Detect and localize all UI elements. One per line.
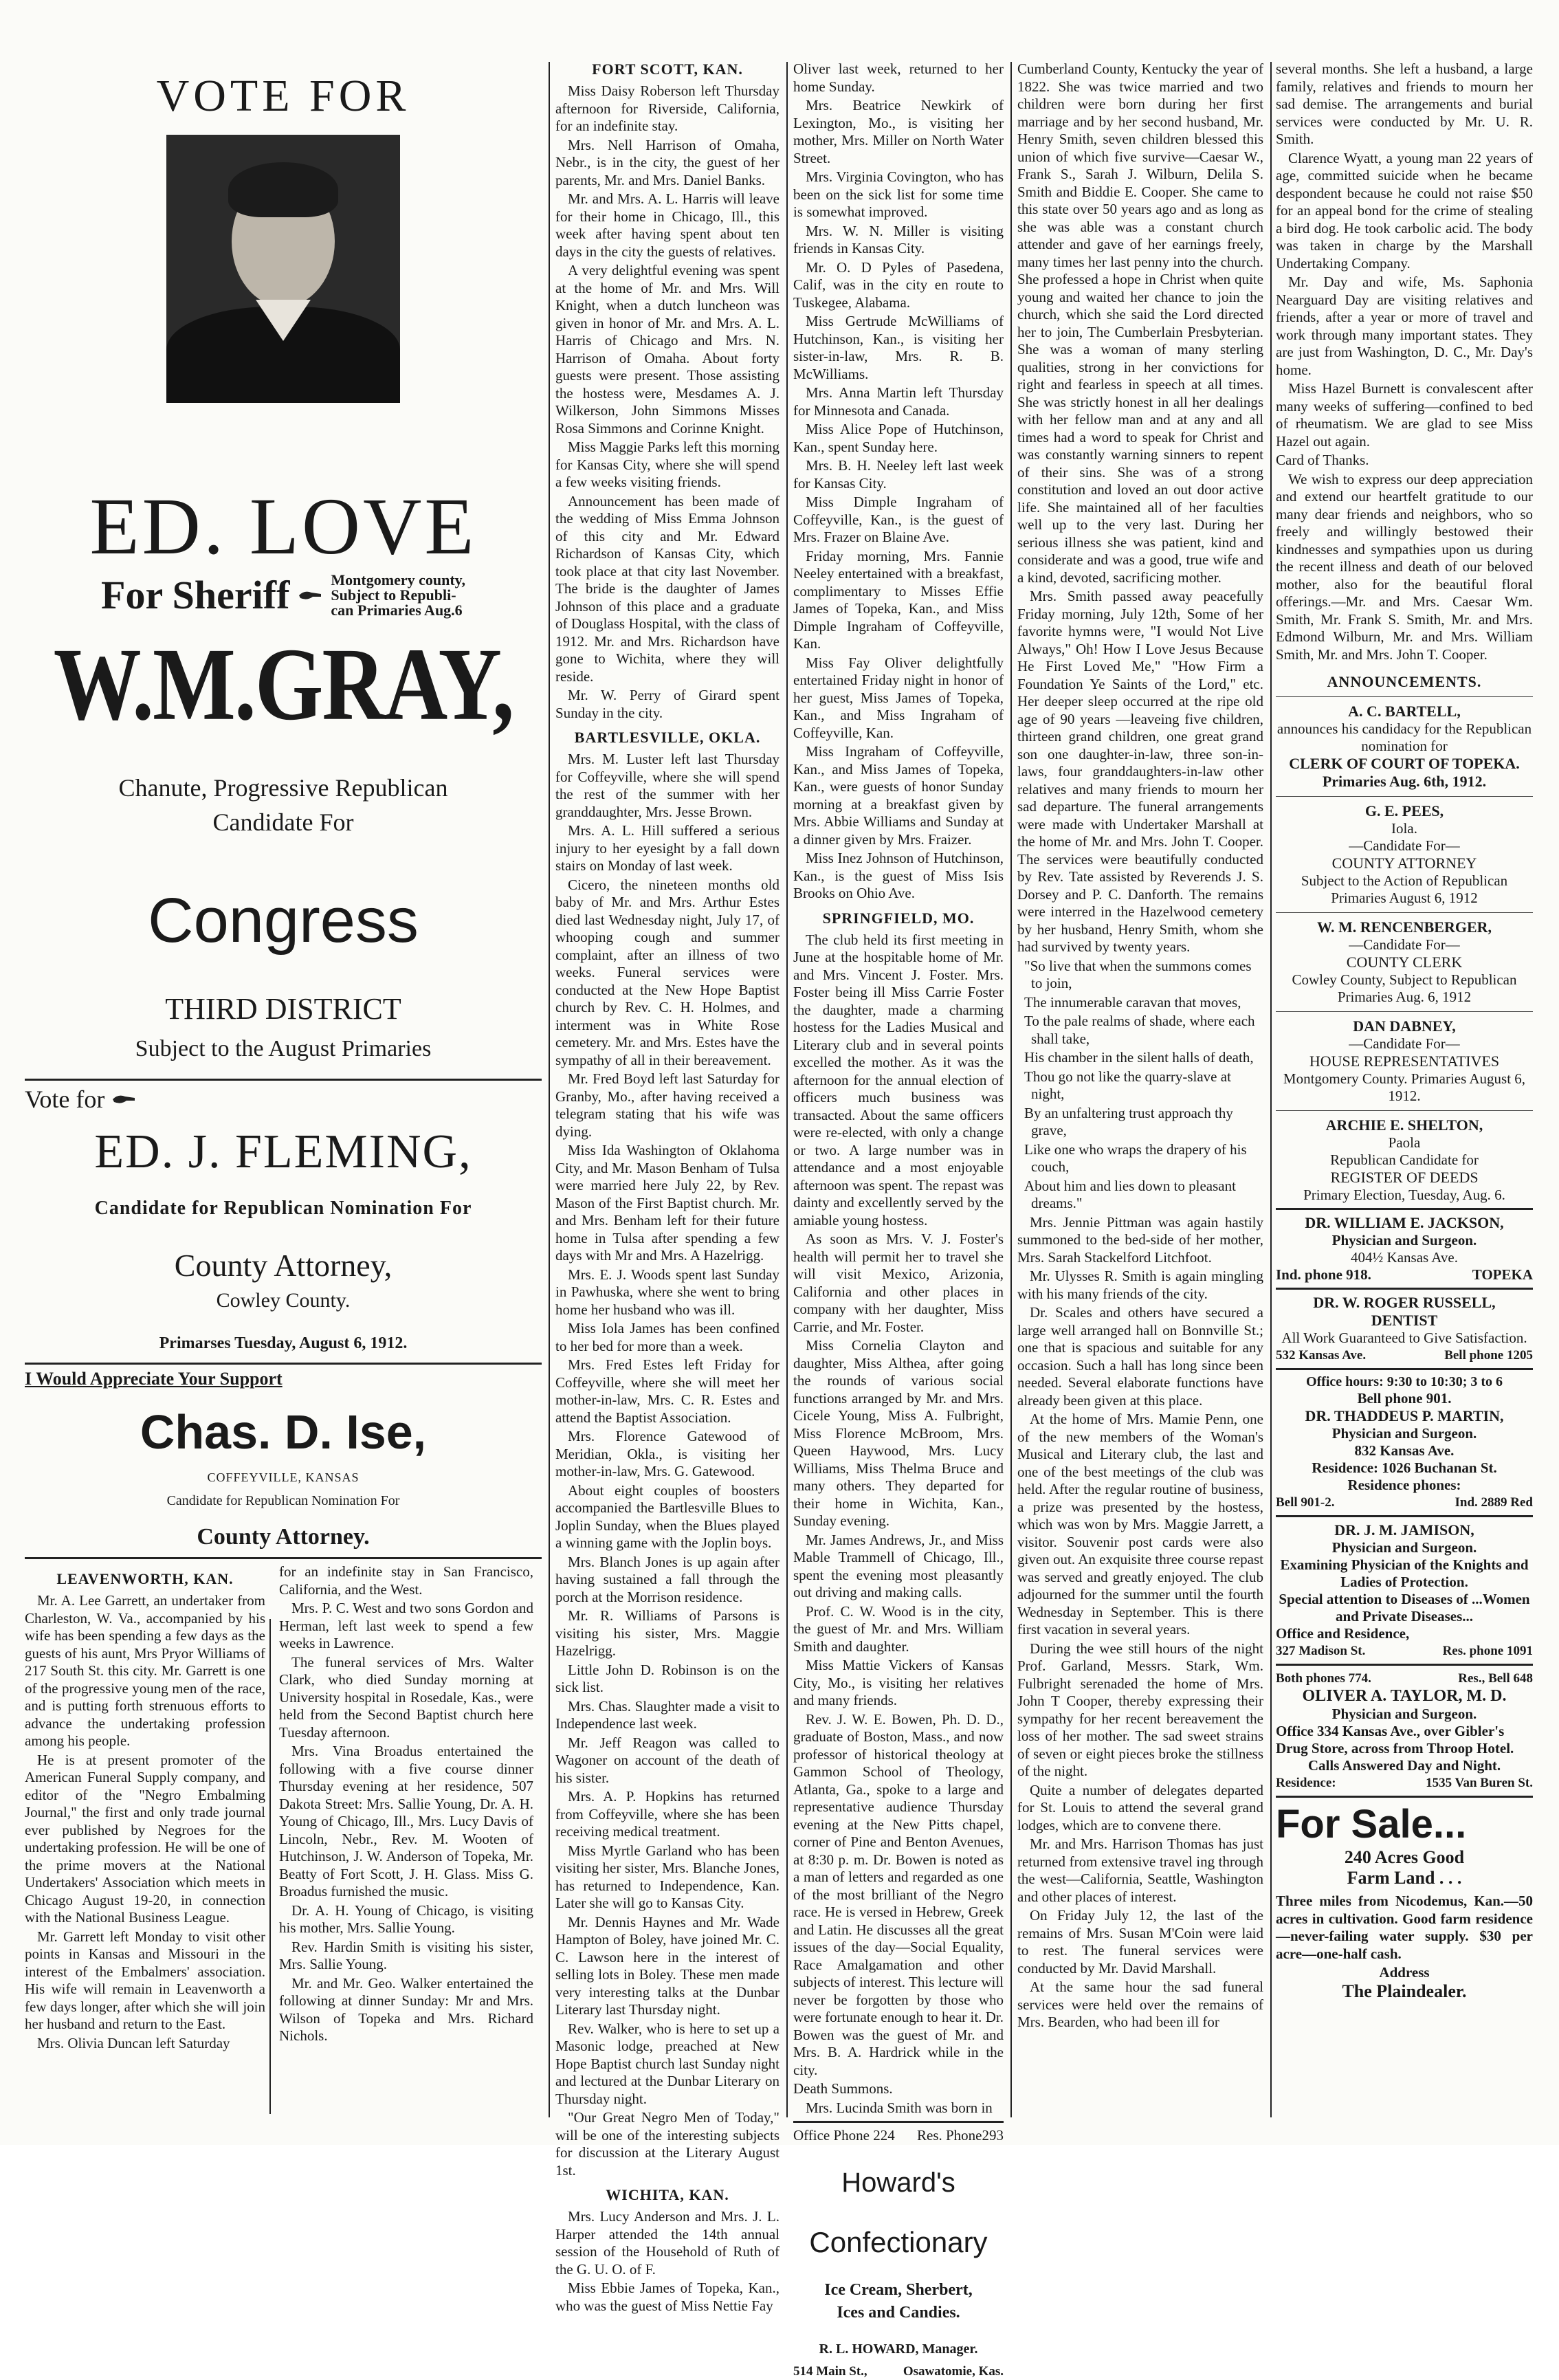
love-name: ED. LOVE <box>89 481 477 571</box>
card-line: Special attention to Diseases of ...Women and Private Diseases... <box>1279 1591 1530 1624</box>
pointing-hand-icon <box>298 588 322 602</box>
divider <box>1276 1208 1533 1210</box>
card-line: Physician and Surgeon. <box>1331 1425 1477 1442</box>
leavenworth-right <box>279 1563 533 2053</box>
gray-desc: Chanute, Progressive Republican <box>118 774 448 802</box>
news-paragraph: Miss Hazel Burnett is convalescent after many weeks of suffering—confined to bed of rheumatism. We are glad to see Miss Hazel out again. <box>1276 380 1533 450</box>
address: 1535 Van Buren St. <box>1426 1776 1533 1790</box>
poem-line: About him and lies down to pleasant dreams." <box>1024 1177 1236 1211</box>
poem-line: The innumerable caravan that moves, <box>1024 993 1241 1011</box>
news-paragraph: Miss Cornelia Clayton and daughter, Miss Althea, after going the rounds of various social functions arranged by Mr. and Mrs. Cicele Young, Miss A. Fulbright, Miss Florence McBroom, Mrs. Queen Haywood, Mrs. Lucy Williams, Miss Thelma Bruce and many others. They departed for their home in Wichita, Kan., Sunday evening. <box>793 1337 1004 1529</box>
news-paragraph: Mr. and Mrs. Harrison Thomas has just returned from extensive travel ing through the west—California, Seattle, Washington and other places of interest. <box>1017 1836 1263 1905</box>
news-paragraph: Mr. Dennis Haynes and Mr. Wade Hampton of Boley, have joined Mr. C. C. Lawson here in the interest of selling lots in Boley. These men made very interesting talks at the Dunbar Literary last Thursday night. <box>555 1913 780 2018</box>
news-paragraph: Mr. W. Perry of Girard spent Sunday in the city. <box>555 687 780 721</box>
news-paragraph: Announcement has been made of the wedding of Miss Emma Johnson of this city and Mr. Edward Richardson of Kansas City, which took place at that city last November. The bride is the daughter of James Johnson of this place and a graduate of Douglass Hospital, with the class of 1912. Mr. and Mrs. Richardson have gone to Wichita, where they will reside. <box>555 492 780 685</box>
wichita-heading: WICHITA, KAN. <box>606 2186 729 2203</box>
news-paragraph: Mrs. Florence Gatewood of Meridian, Okla., is visiting her mother-in-law, Mrs. G. Gatewood. <box>555 1428 780 1479</box>
announcement-rencenberger <box>1276 918 1533 1006</box>
phone: Res. phone 1091 <box>1442 1644 1533 1658</box>
announcement-office: COUNTY ATTORNEY <box>1331 855 1477 872</box>
announcement-line: —Candidate For— <box>1349 837 1460 854</box>
ise-name: Chas. D. Ise, <box>140 1405 427 1459</box>
ise-town: COFFEYVILLE, KANSAS <box>207 1470 360 1484</box>
card-jackson-footer <box>1276 1266 1533 1283</box>
news-paragraph: Mrs. B. H. Neeley left last week for Kansas City. <box>793 457 1004 492</box>
news-paragraph: Mrs. Lucinda Smith was born in <box>806 2099 993 2116</box>
card-line: 404½ Kansas Ave. <box>1351 1249 1458 1266</box>
for-sale-paper: The Plaindealer. <box>1342 1981 1467 2001</box>
news-paragraph: Mr. Garrett left Monday to visit other points in Kansas and Missouri in the interest of the Embalmers' association. His wife will remain in Leavenworth a few days longer, after which she will join her husband and return to the East. <box>25 1928 265 2032</box>
announcement-line: Paola <box>1388 1134 1421 1151</box>
pointing-hand-icon <box>111 1092 136 1106</box>
news-paragraph: During the wee still hours of the night Prof. Garland, Messrs. Stark, Wm. Fulbright serenaded the home of Mrs. John T Cooper, thereby expressing their sympathy for her recent bereavement the loss of her mother. The sad sweet strains of seven or eight pieces broke the stillness of the night. <box>1017 1640 1263 1779</box>
announcement-line: Primaries Aug. 6th, 1912. <box>1322 773 1487 790</box>
news-paragraph: Miss Maggie Parks left this morning for Kansas City, where she will spend a few weeks visiting friends. <box>555 439 780 490</box>
news-paragraph: Miss Alice Pope of Hutchinson, Kan., spent Sunday here. <box>793 421 1004 455</box>
card-line: Physician and Surgeon. <box>1331 1706 1477 1722</box>
news-paragraph: Mr. and Mr. Geo. Walker entertained the following at dinner Sunday: Mr and Mrs. Wilson of Topeka and Mrs. Richard Nichols. <box>279 1974 533 2044</box>
column-rule <box>549 62 550 2117</box>
card-taylor-phones <box>1276 1670 1533 1687</box>
for-sale-address-label: Address <box>1379 1964 1430 1981</box>
card-jamison <box>1276 1521 1533 1660</box>
news-paragraph: Miss Iola James has been confined to her bed for more than a week. <box>555 1320 780 1354</box>
news-paragraph: Rev. J. W. E. Bowen, Ph. D. D., graduate of Boston, Mass., and now professor of historical theology at Gammon School of Theology, Atlanta, Ga., spoke to a large and representative audience Thursday evening at the New Pitts chapel, corner of Pine and Benton Avenues, at 8:30 p. m. Dr. Bowen is noted as a man of letters and regarded as one of the most brilliant of the Negro race. He is versed in Hebrew, Greek and Latin. He discusses all the great issues of the day—Social Equality, Race Amalgamation and other subjects of interest. This lecture will never be forgotten by those who were fortunate enough to hear it. Dr. Bowen was the guest of Mr. and Mrs. B. A. Hardrick while in the city. <box>793 1710 1004 2078</box>
card-line: Office and Residence, <box>1276 1625 1410 1642</box>
poem-line: To the pale realms of shade, where each shall take, <box>1024 1013 1255 1047</box>
announcement-office: COUNTY CLERK <box>1346 954 1463 971</box>
fleming-vote-row <box>25 1085 542 1114</box>
office-phone: Office Phone 224 <box>793 2127 895 2144</box>
announcement-line: Primary Election, Tuesday, Aug. 6. <box>1303 1187 1505 1203</box>
howard-name: Howard's <box>841 2168 955 2198</box>
candidate-name: A. C. BARTELL, <box>1348 703 1461 720</box>
howard-address <box>793 2363 1004 2380</box>
divider <box>25 1557 542 1559</box>
candidate-name: DAN DABNEY, <box>1353 1017 1456 1035</box>
news-paragraph: Miss Daisy Roberson left Thursday afternoon for Riverside, California, for an indefinite stay. <box>555 82 780 134</box>
ise-appeal: I Would Appreciate Your Support <box>25 1369 283 1389</box>
doctor-name: OLIVER A. TAYLOR, M. D. <box>1302 1687 1507 1705</box>
announcement-line: Montgomery County. Primaries August 6, 1912. <box>1283 1070 1526 1104</box>
news-paragraph: Clarence Wyatt, a young man 22 years of age, committed suicide when he became despondent because he could not raise $50 for an appeal bond for the crime of stealing a bird dog. He took carbolic acid. The body was taken in charge by the Marshall Undertaking Company. <box>1276 149 1533 272</box>
card-line: Examining Physician of the Knights and Ladies of Protection. <box>1280 1556 1529 1590</box>
gray-office: Congress <box>148 885 419 956</box>
news-paragraph: Miss Ebbie James of Topeka, Kan., who was the guest of Miss Nettie Fay <box>555 2280 780 2314</box>
announcements-heading: ANNOUNCEMENTS. <box>1327 673 1482 690</box>
card-russell <box>1276 1294 1533 1364</box>
news-paragraph: The club held its first meeting in June at the hospitable home of Mr. and Mrs. Vincent J. Foster. Mrs. Foster being ill Miss Carrie Foster the daughter, made a charming hostess for the Ladies Musical and Literary club and in several points excelled the mother. As it was the afternoon for the annual election of officers much business was transacted. About the same officers were re-elected, with only a change or two. A large number was in attendance and a most enjoyable afternoon was spent. The repast was dainty and excellently served by the amiable young hostess. <box>793 931 1004 1228</box>
column-rule <box>1010 62 1012 2117</box>
news-paragraph: Mrs. Blanch Jones is up again after having sustained a fall through the porch at the Morrison residence. <box>555 1553 780 1605</box>
card-line: Residence: 1026 Buchanan St. <box>1312 1459 1497 1476</box>
gray-name: W.M.GRAY, <box>53 626 513 742</box>
phone: Ind. phone 918. <box>1276 1266 1371 1283</box>
for-sale-subtitle: 240 Acres Good <box>1344 1847 1465 1867</box>
news-paragraph: Dr. A. H. Young of Chicago, is visiting his mother, Mrs. Sallie Young. <box>279 1902 533 1936</box>
dentist-name: DR. W. ROGER RUSSELL, <box>1313 1294 1496 1311</box>
poem <box>1024 958 1263 1213</box>
divider <box>1276 696 1533 697</box>
divider <box>1276 1796 1533 1798</box>
card-of-thanks-heading: Card of Thanks. <box>1276 452 1369 468</box>
political-ads-column <box>25 60 542 2116</box>
gray-subject: Subject to the August Primaries <box>135 1036 432 1061</box>
card-martin <box>1276 1374 1533 1511</box>
card-line: 832 Kansas Ave. <box>1354 1442 1455 1459</box>
news-paragraph: Oliver last week, returned to her home Sunday. <box>793 60 1004 95</box>
news-paragraph: Mrs. Anna Martin left Thursday for Minnesota and Canada. <box>793 384 1004 419</box>
news-paragraph: A very delightful evening was spent at the home of Mr. and Mrs. Will Knight, when a dutch luncheon was given in honor of Mr. and Mrs. A. L. Harris of Chicago and Mrs. N. Harrison of Omaha. About forty guests were present. Those assisting the hostess were, Mesdames A. J. Wilkerson, John Simmons Misses Rosa Simmons and Corinne Knight. <box>555 262 780 437</box>
fleming-vote-for: Vote for <box>25 1086 105 1113</box>
phone: Bell phone 1205 <box>1444 1348 1533 1363</box>
obituary-paragraph: Cumberland County, Kentucky the year of 1822. She was twice married and two children were born during her first marriage and by her second husband, Mr. Henry Smith, seven children blessed this union of which five survive—Caesar W., Frank S., Sarah J. Wilburn, Delila S. Smith and Biddie E. Cooper. She came to this state over 50 years ago and as long as she was able was a constant church attender and gave of her earnings freely, many times her last penny into the church. She professed a hope in Christ when quite young and waited her chance to join the church, which she said the Lord directed her to join, The Cumberlain Presbyterian. She was a woman of many sterling qualities, strong in her convictions for right and fearless in speech at all times. She was strictly honest in all her dealings with her fellow man and at any and all times had a word to speak for Christ and was constantly warning sinners to repent of their sins. She was of a strong constitution and loved an out door active life. She maintained all of her faculties well up to the very last. During her serious illness she was patient, kind and considerate and was a good, true wife and a kind, devoted, sacrificing mother. <box>1017 60 1263 586</box>
news-paragraph: for an indefinite stay in San Francisco, California, and the West. <box>279 1563 533 1598</box>
news-paragraph: Mrs. E. J. Woods spent last Sunday in Pawhuska, where she went to bring home her husband who was ill. <box>555 1266 780 1318</box>
res-phone: Res. Phone293 <box>917 2127 1004 2144</box>
poem-line: Thou go not like the quarry-slave at night, <box>1024 1068 1231 1102</box>
news-paragraph: Mr. Jeff Reagon was called to Wagoner on account of the death of his sister. <box>555 1734 780 1786</box>
column-rule <box>1270 62 1272 2117</box>
announcement-office: REGISTER OF DEEDS <box>1330 1169 1479 1186</box>
address: 532 Kansas Ave. <box>1276 1348 1367 1363</box>
announcement-office: CLERK OF COURT OF TOPEKA. <box>1289 755 1520 772</box>
news-paragraph: Mrs. Vina Broadus entertained the following with a five course dinner Thursday evening at her residence, 507 Dakota Street: Mrs. Sallie Young, Dr. A. H. Young of Chicago, Ill., Mrs. Lucy Davis of Lincoln, Nebr., Rev. M. Wooten of Hutchinson, J. W. Anderson of Topeka, Mr. Beatty of Fort Scott, J. H. Glass. Miss G. Broadus furnished the music. <box>279 1743 533 1899</box>
news-paragraph: Mrs. Fred Estes left Friday for Coffeyville, where she will meet her mother-in-law, Mrs. C. R. Estes and attend the Baptist Association. <box>555 1356 780 1426</box>
news-paragraph: At the home of Mrs. Mamie Penn, one of the new members of the Woman's Musical and Literary club, the last and one of the best meetings of the club was held. After the regular routine of business, a prize was presented by the hostess, which was won by Mrs. Maggie Jarrett, a visitor. Souvenir post cards were also given out. An exquisite three course repast was served and greatly enjoyed. The club adjourned for the summer until the fourth Wednesday in September. This is there first vacation in several years. <box>1017 1411 1263 1638</box>
howard-owner: R. L. HOWARD, Manager. <box>819 2342 978 2357</box>
news-paragraph: Mrs. Lucy Anderson and Mrs. J. L. Harper attended the 14th annual session of the Household of Ruth of the G. U. O. of F. <box>555 2208 780 2278</box>
announcement-line: Subject to the Action of Republican Primaries August 6, 1912 <box>1301 872 1508 906</box>
card-line: Office 334 Kansas Ave., over Gibler's Drug Store, across from Throop Hotel. <box>1276 1723 1514 1756</box>
city: TOPEKA <box>1472 1266 1533 1283</box>
divider <box>1276 1368 1533 1370</box>
springfield-heading: SPRINGFIELD, MO. <box>822 909 975 927</box>
love-subject: Montgomery county, Subject to Republi- can Primaries Aug.6 <box>331 571 465 619</box>
announcement-line: —Candidate For— <box>1349 1035 1460 1052</box>
phone: Ind. 2889 Red <box>1455 1495 1533 1510</box>
announcement-pees <box>1276 802 1533 907</box>
news-paragraph: several months. She left a husband, a large family, relatives and friends to mourn her sad demise. The arrangements and burial services were conducted by Mr. U. R. Smith. <box>1276 60 1533 147</box>
fort-scott-heading: FORT SCOTT, KAN. <box>592 60 743 78</box>
news-column-5 <box>1276 60 1533 2116</box>
phone: Bell 901-2. <box>1276 1495 1335 1510</box>
news-paragraph: Mrs. Virginia Covington, who has been on the sick list for some time is somewhat improved. <box>793 168 1004 220</box>
poem-line: His chamber in the silent halls of death, <box>1024 1049 1254 1066</box>
news-paragraph: As soon as Mrs. V. J. Foster's health will permit her to travel she will visit Mexico, Arizonia, California and other places in company with her daughter, Miss Carrie, and Mr. Foster. <box>793 1231 1004 1335</box>
announcement-bartell <box>1276 703 1533 791</box>
card-line: Physician and Surgeon. <box>1331 1232 1477 1248</box>
bartlesville-heading: BARTLESVILLE, OKLA. <box>574 729 761 746</box>
doctor-name: DR. THADDEUS P. MARTIN, <box>1305 1407 1504 1424</box>
for-sale-title: For Sale... <box>1276 1802 1467 1847</box>
announcement-dabney <box>1276 1017 1533 1105</box>
news-paragraph: About eight couples of boosters accompanied the Bartlesville Blues to Joplin Sunday, when the Blues played a winning game with the Joplin boys. <box>555 1481 780 1551</box>
for-sale-ad <box>1276 1802 1533 2002</box>
phone: Both phones 774. <box>1276 1671 1371 1686</box>
doctor-name: DR. J. M. JAMISON, <box>1334 1521 1474 1539</box>
card-martin-footer <box>1276 1494 1533 1511</box>
doctor-name: DR. WILLIAM E. JACKSON, <box>1305 1214 1504 1231</box>
candidate-name: ARCHIE E. SHELTON, <box>1325 1116 1483 1134</box>
news-paragraph: Quite a number of delegates departed for St. Louis to attend the several grand lodges, which are to convene there. <box>1017 1781 1263 1833</box>
fleming-primaries: Primarses Tuesday, August 6, 1912. <box>159 1334 408 1352</box>
news-paragraph: Mrs. M. Luster left last Thursday for Coffeyville, where she will spend the rest of the summer with her granddaughter, Mrs. Jesse Brown. <box>555 751 780 820</box>
howard-items-2: Ices and Candies. <box>837 2304 960 2322</box>
news-paragraph: Little John D. Robinson is on the sick list. <box>555 1661 780 1695</box>
howard-city: Osawatomie, Kas. <box>903 2364 1004 2379</box>
news-paragraph: Friday morning, Mrs. Fannie Neeley entertained with a breakfast, complimentary to Misses Effie James of Topeka, Kan., and Miss Dimple Ingraham of Coffeyville, Kan. <box>793 547 1004 652</box>
news-paragraph: Mrs. Jennie Pittman was again hastily summoned to the bed-side of her mother, Mrs. Sarah Stackelford Litchfoot. <box>1017 1213 1263 1266</box>
news-paragraph: Mr. Day and wife, Ms. Saphonia Nearguard Day are visiting relatives and friends, after a year or more of travel and work through many important states. They are just from Washington, D. C., Mr. Day's home. <box>1276 274 1533 378</box>
card-taylor-footer <box>1276 1774 1533 1792</box>
news-paragraph: Miss Dimple Ingraham of Coffeyville, Kan., is the guest of Mrs. Frazer on Blaine Ave. <box>793 494 1004 545</box>
card-jackson <box>1276 1214 1533 1283</box>
fleming-county: Cowley County. <box>216 1289 351 1312</box>
news-paragraph: Mr. Fred Boyd left last Saturday for Granby, Mo., after having received a telegram stating that his wife was dying. <box>555 1070 780 1140</box>
phone: Res., Bell 648 <box>1458 1671 1533 1686</box>
divider <box>25 1079 542 1081</box>
news-paragraph: Mrs. A. L. Hill suffered a serious injury to her eyesight by a fall down stairs on Monday of last week. <box>555 822 780 874</box>
news-paragraph: Cicero, the nineteen months old baby of Mr. and Mrs. Arthur Estes died last Wednesday night, July 17, of whooping cough and summer complaint, after an illness of two weeks. Funeral services were conducted at the New Hope Baptist church by Rev. C. H. Holmes, and interment was in White Rose cemetery. Mr. and Mrs. Estes have the sympathy of all in their bereavement. <box>555 876 780 1068</box>
howard-items: Ice Cream, Sherbert, <box>824 2281 973 2299</box>
divider <box>1276 1515 1533 1517</box>
divider <box>1276 912 1533 913</box>
news-paragraph: Miss Mattie Vickers of Kansas City, Mo., is visiting her relatives and many friends. <box>793 1657 1004 1708</box>
divider <box>793 2121 1004 2123</box>
candidate-portrait <box>166 135 400 382</box>
card-line: All Work Guaranteed to Give Satisfaction. <box>1281 1330 1527 1346</box>
announcement-line: Iola. <box>1391 820 1417 837</box>
leavenworth-left <box>25 1563 265 2053</box>
announcement-shelton <box>1276 1116 1533 1204</box>
news-column-2 <box>555 60 780 2314</box>
news-paragraph: Mr. Ulysses R. Smith is again mingling with his many friends of the city. <box>1017 1268 1263 1302</box>
news-paragraph: Dr. Scales and others have secured a large well arranged hall on Bonnville St.; one that is spacious and suitable for any occasion. Such a hall has long since been needed. Several elaborate functions have already been given at this place. <box>1017 1304 1263 1409</box>
divider <box>1276 1288 1533 1290</box>
news-paragraph: Mrs. W. N. Miller is visiting friends in Kansas City. <box>793 222 1004 256</box>
news-column-4 <box>1017 60 1263 2116</box>
news-paragraph: Mrs. Chas. Slaughter made a visit to Independence last week. <box>555 1697 780 1732</box>
announcement-line: Republican Candidate for <box>1330 1152 1479 1168</box>
death-summons-heading: Death Summons. <box>793 2080 893 2097</box>
news-paragraph: He is at present promoter of the American Funeral Supply company, and editor of the "Negro Embalming Journal," the first and only trade journal ever published by Negroes for the undertaking profession. He will be one of the prime movers at the National Undertakers' Association which meets in Chicago August 19-20, in connection with the National Business League. <box>25 1751 265 1926</box>
announcement-office: HOUSE REPRESENTATIVES <box>1309 1053 1500 1070</box>
howard-phones <box>793 2127 1004 2144</box>
divider <box>1276 1110 1533 1111</box>
divider <box>25 1363 542 1365</box>
howard-title: Confectionary <box>809 2226 988 2258</box>
news-paragraph: Mr. James Andrews, Jr., and Miss Mable Trammell of Chicago, Ill., spent the evening most pleasantly out driving and making calls. <box>793 1531 1004 1600</box>
news-paragraph: Mr. and Mrs. A. L. Harris will leave for their home in Chicago, Ill., this week after having spent about ten days in the city the guests of relatives. <box>555 190 780 260</box>
announcement-line: Cowley County, Subject to Republican Primaries Aug. 6, 1912 <box>1292 971 1517 1005</box>
announcement-line: —Candidate For— <box>1349 936 1460 953</box>
card-line: DENTIST <box>1371 1312 1438 1329</box>
column-rule <box>786 62 788 2117</box>
candidate-name: W. M. RENCENBERGER, <box>1316 918 1492 936</box>
fleming-desc: Candidate for Republican Nomination For <box>94 1198 472 1219</box>
news-paragraph: Miss Ingraham of Coffeyville, Kan., and Miss James of Topeka, Kan., were guests of honor Sunday morning at a breakfast given by Mrs. Abbie Williams and Sunday at a dinner given by Mrs. Fraizer. <box>793 743 1004 848</box>
love-office-row <box>25 572 542 618</box>
divider <box>1276 796 1533 797</box>
news-column-3 <box>793 60 1004 2379</box>
howard-street: 514 Main St., <box>793 2364 867 2379</box>
card-russell-footer <box>1276 1347 1533 1364</box>
card-line: Residence phones: <box>1347 1477 1461 1493</box>
card-jamison-footer <box>1276 1642 1533 1660</box>
fleming-office: County Attorney, <box>174 1248 392 1283</box>
fleming-name: ED. J. FLEMING, <box>94 1125 472 1178</box>
obituary-paragraph: Mrs. Smith passed away peacefully Friday morning, July 12th, Some of her favorite hymns were, "I would Not Live Always," Oh! How I Love Jesus Because He First Loved Me," "How Firm a Foundation Ye Saints of the Lord," etc. Her deeper sleep occurred at the ripe old age of 90 years —leaveing five children, thirteen grand children, one great grand son one daughter-in-law, three son-in-laws, four granddaughters-in-law other relatives and many friends to mourn her sad departure. The funeral arrangements were made with Undertaker Marshall at the home of Mr. and Mrs. John T. Cooper. The services were beautifully conducted by Rev. Tate assisted by Reverends J. S. Dorsey and P. C. Danforth. The remains were interred in the Hazelwood cemetery by her husband, Henry Smith, whom she had survived by twenty years. <box>1017 588 1263 955</box>
address: 327 Madison St. <box>1276 1644 1366 1658</box>
news-paragraph: On Friday July 12, the last of the remains of Mrs. Susan M'Coin were laid to rest. The funeral services were conducted by Mr. David Marshall. <box>1017 1907 1263 1976</box>
news-paragraph: Mrs. Nell Harrison of Omaha, Nebr., is in the city, the guest of her parents, Mr. and Mrs. Daniel Banks. <box>555 136 780 188</box>
poem-line: "So live that when the summons comes to join, <box>1024 957 1252 991</box>
news-paragraph: Rev. Hardin Smith is visiting his sister, Mrs. Sallie Young. <box>279 1938 533 1972</box>
leavenworth-heading: LEAVENWORTH, KAN. <box>56 1570 234 1587</box>
card-line: Physician and Surgeon. <box>1331 1539 1477 1556</box>
news-paragraph: Rev. Walker, who is here to set up a Masonic lodge, preached at New Hope Baptist church last Sunday night and lectured at the Dunbar Literary on Thursday night. <box>555 2020 780 2107</box>
gray-district: THIRD DISTRICT <box>165 992 401 1026</box>
news-paragraph: Mrs. Olivia Duncan left Saturday <box>37 2034 230 2051</box>
office-hours: Office hours: 9:30 to 10:30; 3 to 6 <box>1305 1374 1503 1389</box>
news-paragraph: Mr. R. Williams of Parsons is visiting his sister, Mrs. Maggie Hazelrigg. <box>555 1607 780 1659</box>
residence-label: Residence: <box>1276 1776 1336 1790</box>
love-office: For Sheriff <box>101 573 290 617</box>
for-sale-text: Three miles from Nicodemus, Kan.—50 acres in cultivation. Good farm residence—never-failing water supply. $30 per acre—one-half cash. <box>1276 1893 1533 1962</box>
card-taylor <box>1276 1670 1533 1792</box>
gray-candidate: Candidate For <box>212 808 354 836</box>
vote-for-heading: VOTE FOR <box>156 71 410 121</box>
news-paragraph: Miss Inez Johnson of Hutchinson, Kan., is the guest of Miss Isis Brooks on Ohio Ave. <box>793 850 1004 901</box>
ise-desc: Candidate for Republican Nomination For <box>166 1493 400 1508</box>
news-paragraph: Miss Fay Oliver delightfully entertained Friday night in honor of her guest, Miss James of Topeka, Kan., and Miss Ingraham of Coffeyville, Kan. <box>793 654 1004 741</box>
news-paragraph: Miss Ida Washington of Oklahoma City, and Mr. Mason Benham of Tulsa were married here July 22, by Rev. Mason of the First Baptist church. Mr. and Mrs. Benham left for their future home in Tulsa after spending a few days with Mr and Mrs. A Hazelrigg. <box>555 1142 780 1264</box>
ise-office: County Attorney. <box>197 1524 370 1550</box>
candidate-name: G. E. PEES, <box>1364 802 1444 819</box>
news-paragraph: Prof. C. W. Wood is in the city, the guest of Mr. and Mrs. William Smith and daughter. <box>793 1602 1004 1655</box>
news-paragraph: Miss Myrtle Garland who has been visiting her sister, Mrs. Blanche Jones, has returned to Independence, Kan. Later she will go to Kansas City. <box>555 1842 780 1911</box>
news-paragraph: At the same hour the sad funeral services were held over the remains of Mrs. Bearden, who had been ill for <box>1017 1979 1263 2030</box>
poem-line: By an unfaltering trust approach thy grave, <box>1024 1104 1233 1138</box>
news-paragraph: "Our Great Negro Men of Today," will be one of the interesting subjects for discussion at the Literary August 1st. <box>555 2109 780 2179</box>
news-paragraph: Mr. O. D Pyles of Pasedena, Calif, was in the city en route to Tuskegee, Alabama. <box>793 258 1004 311</box>
news-paragraph: Mrs. A. P. Hopkins has returned from Coffeyville, where she has been receiving medical treatment. <box>555 1788 780 1840</box>
news-paragraph: Mrs. Beatrice Newkirk of Lexington, Mo., is visiting her mother, Mrs. Miller on North Water Street. <box>793 97 1004 166</box>
for-sale-subtitle: Farm Land . . . <box>1347 1868 1462 1888</box>
news-paragraph: Mrs. P. C. West and two sons Gordon and Herman, left last week to spend a few weeks in Lawrence. <box>279 1600 533 1651</box>
poem-line: Like one who wraps the drapery of his couch, <box>1024 1141 1247 1175</box>
card-of-thanks: We wish to express our deep appreciation and extend our heartfelt gratitude to our many dear friends and neighbors, who so freely and willingly bestowed their kindnesses and sympathies upon us during the recent illness and death of our beloved mother, also for the beautiful floral offerings.—Mr. and Mrs. Caesar Wm. Smith, Mr. Frank S. Smith, Mr. and Mrs. Edmond Wilburn, Mr. and Mrs. William Smith, Mr. and Mrs. John T. Cooper. <box>1276 470 1533 663</box>
card-line: Bell phone 901. <box>1357 1390 1452 1407</box>
news-paragraph: Mr. A. Lee Garrett, an undertaker from Charleston, W. Va., accompanied by his wife has been spending a few days as the guests of his aunt, Mrs Pryor Williams of 217 South St. this city. Mr. Garrett is one of the progressive young men of the race, and is putting forth strenuous efforts to advance the undertaking profession among his people. <box>25 1592 265 1749</box>
divider <box>1276 1664 1533 1666</box>
leavenworth-news <box>25 1563 542 2053</box>
divider <box>1276 1011 1533 1012</box>
news-paragraph: Miss Gertrude McWilliams of Hutchinson, Kan., is visiting her sister-in-law, Mrs. R. B. McWilliams. <box>793 313 1004 382</box>
announcement-line: announces his candidacy for the Republican nomination for <box>1276 720 1532 754</box>
card-line: Calls Answered Day and Night. <box>1307 1757 1501 1774</box>
news-paragraph: The funeral services of Mrs. Walter Clark, who died Sunday morning at University hospital in Rosedale, Kas., were held from the Second Baptist church here Tuesday afternoon. <box>279 1653 533 1741</box>
